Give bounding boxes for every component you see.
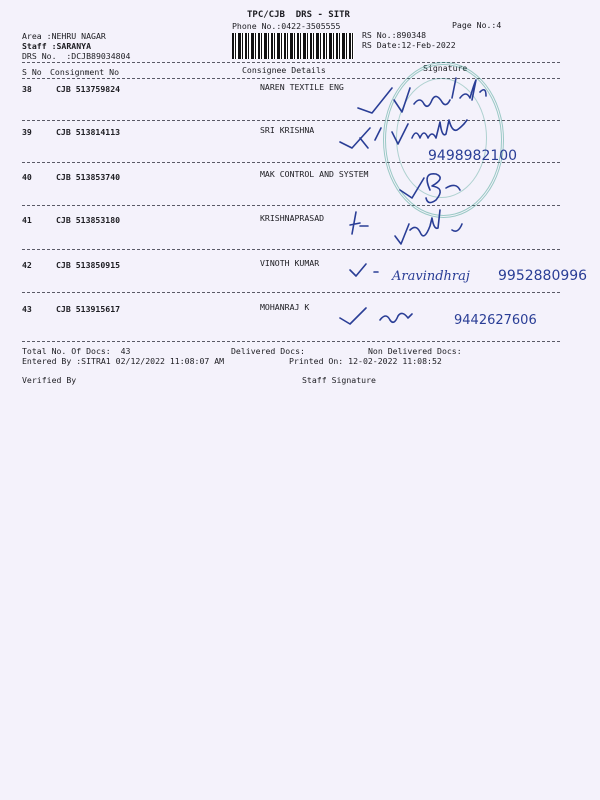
column-header-signature: Signature: [423, 63, 468, 73]
signature-malik: [392, 120, 467, 144]
signature-mohanraj: [340, 308, 412, 324]
signature-mak: [400, 174, 460, 203]
row-consignment: CJB 513915617: [56, 304, 121, 314]
row-consignee: SRI KRISHNA: [260, 125, 315, 135]
verified-by-label: Verified By: [22, 375, 77, 385]
row-consignee: KRISHNAPRASAD: [260, 213, 325, 223]
row-consignment: CJB 513814113: [56, 127, 121, 137]
column-header-consignee: Consignee Details: [242, 65, 326, 75]
row-consignment: CJB 513853180: [56, 215, 121, 225]
row-consignment: CJB 513759824: [56, 84, 121, 94]
row-consignee: MAK CONTROL AND SYSTEM: [260, 169, 369, 179]
row-consignee: MOHANRAJ K: [260, 302, 310, 312]
area-label: Area :NEHRU NAGAR: [22, 31, 106, 41]
signature-phone: 9498982100: [428, 148, 518, 164]
rs-date: RS Date:12-Feb-2022: [362, 40, 456, 50]
rs-number: RS No.:890348: [362, 30, 427, 40]
total-docs: Total No. Of Docs: 43: [22, 346, 131, 356]
row-consignment: CJB 513853740: [56, 172, 121, 182]
staff-signature-label: Staff Signature: [302, 375, 376, 385]
row-consignment: CJB 513850915: [56, 260, 121, 270]
signature-krishnaprasad: [395, 210, 462, 244]
row-sno: 40: [22, 172, 32, 182]
drs-number: DRS No. :DCJB89034804: [22, 51, 131, 61]
column-header-sno: S No: [22, 67, 42, 77]
tick-mark: [358, 88, 392, 113]
signature-phone: 9442627606: [454, 313, 537, 328]
delivered-docs: Delivered Docs:: [231, 346, 305, 356]
phone-number: Phone No.:0422-3505555: [232, 21, 341, 31]
column-header-consignment: Consignment No: [50, 67, 120, 77]
staff-label: Staff :SARANYA: [22, 41, 92, 51]
row-sno: 43: [22, 304, 32, 314]
signature-vasanth: [394, 78, 486, 112]
row-sno: 42: [22, 260, 32, 270]
sheet-title: TPC/CJB DRS - SITR: [247, 10, 350, 20]
printed-on: Printed On: 12-02-2022 11:08:52: [289, 356, 442, 366]
row-sno: 39: [22, 127, 32, 137]
signature-phone: 9952880996: [498, 268, 588, 284]
tick-mark: [350, 264, 378, 276]
row-sno: 38: [22, 84, 32, 94]
row-sno: 41: [22, 215, 32, 225]
page-number: Page No.:4: [452, 20, 502, 30]
non-delivered-docs: Non Delivered Docs:: [368, 346, 462, 356]
entered-by: Entered By :SITRA1 02/12/2022 11:08:07 AM: [22, 356, 225, 366]
tick-mark: [340, 128, 381, 148]
row-consignee: NAREN TEXTILE ENG: [260, 82, 344, 92]
row-consignee: VINOTH KUMAR: [260, 258, 320, 268]
tick-mark: [350, 212, 368, 234]
signature-aravindhraj: Aravindhraj: [392, 269, 470, 284]
